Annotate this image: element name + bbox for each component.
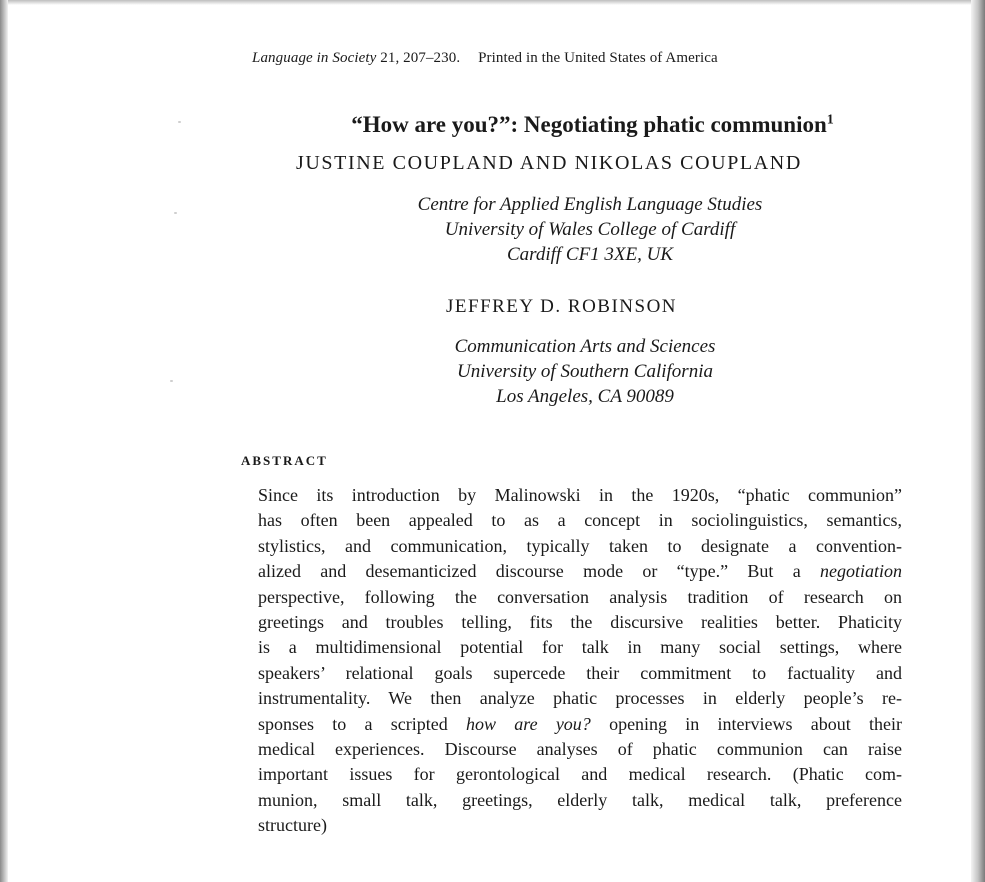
abstract-line: is a multidimensional potential for talk in many social settings, where xyxy=(258,637,902,658)
abstract-line: speakers’ relational goals supercede their commitment to factuality and xyxy=(258,662,902,683)
abstract-text: alized and desemanticized discourse mode or “type.” But a xyxy=(258,561,801,582)
abstract-line: structure) xyxy=(258,815,327,836)
abstract-line: medical experiences. Discourse analyses of phatic communion can raise xyxy=(258,739,902,760)
paper-title-text: “How are you?”: Negotiating phatic communion xyxy=(351,112,827,137)
paper-title xyxy=(0,112,985,138)
scan-edge-top xyxy=(0,0,985,5)
abstract-line: greetings and troubles telling, fits the discursive realities better. Phaticity xyxy=(258,612,902,633)
abstract-body xyxy=(258,483,902,839)
abstract-text: opening in interviews about their xyxy=(609,713,903,734)
affiliation-primary-line3: Cardiff CF1 3XE, UK xyxy=(506,244,674,265)
affiliation-secondary-line2: University of Southern California xyxy=(457,361,713,382)
abstract-text: sponses to a scripted xyxy=(258,713,448,734)
scan-speck xyxy=(170,380,173,382)
affiliation-secondary xyxy=(345,334,825,409)
scan-speck xyxy=(174,212,177,214)
authors-primary: JUSTINE COUPLAND AND NIKOLAS COUPLAND xyxy=(296,152,802,174)
journal-header xyxy=(252,50,718,67)
title-footnote-mark: 1 xyxy=(826,112,834,128)
abstract-line: munion, small talk, greetings, elderly talk, medical talk, preference xyxy=(258,789,902,810)
affiliation-secondary-line3: Los Angeles, CA 90089 xyxy=(496,386,674,407)
affiliation-primary-line1: Centre for Applied English Language Studies xyxy=(417,194,763,215)
affiliation-primary xyxy=(350,192,830,267)
abstract-line: instrumentality. We then analyze phatic processes in elderly people’s re- xyxy=(258,688,902,709)
abstract-line xyxy=(258,712,902,737)
journal-name: Language in Society xyxy=(252,50,377,66)
affiliation-primary-line2: University of Wales College of Cardiff xyxy=(444,219,736,240)
abstract-emphasis: negotiation xyxy=(820,561,902,582)
abstract-line: stylistics, and communication, typically taken to designate a convention- xyxy=(258,535,902,556)
abstract-line: perspective, following the conversation analysis tradition of research on xyxy=(258,586,902,607)
abstract-line xyxy=(258,559,902,584)
abstract-line: has often been appealed to as a concept in sociolinguistics, semantics, xyxy=(258,510,902,531)
affiliation-secondary-line1: Communication Arts and Sciences xyxy=(454,336,716,357)
abstract-line: important issues for gerontological and medical research. (Phatic com- xyxy=(258,764,902,785)
journal-citation: 21, 207–230. xyxy=(380,50,461,66)
abstract-line: Since its introduction by Malinowski in the 1920s, “phatic communion” xyxy=(258,485,902,505)
authors-secondary: JEFFREY D. ROBINSON xyxy=(446,296,678,317)
abstract-heading: ABSTRACT xyxy=(241,453,328,468)
abstract-emphasis: how are you? xyxy=(465,713,591,734)
printed-note: Printed in the United States of America xyxy=(478,50,718,66)
